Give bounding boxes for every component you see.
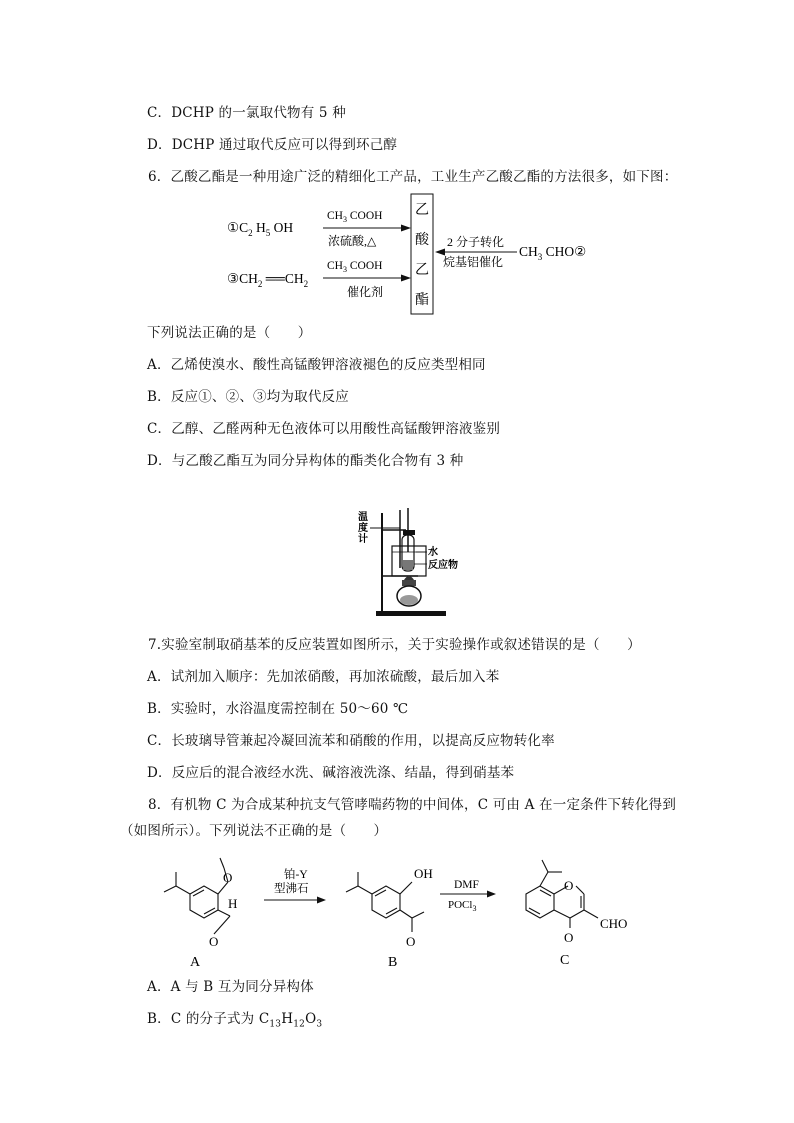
q5-option-d: D．DCHP 通过取代反应可以得到环己醇 — [147, 137, 398, 153]
thermometer-label-1: 温 — [358, 512, 368, 523]
q8-option-b — [147, 1010, 322, 1034]
thermometer-label-2: 度 — [358, 523, 368, 534]
arrow3-head — [401, 275, 411, 282]
q7-option-c: C．长玻璃导管兼起冷凝回流苯和硝酸的作用，以提高反应物转化率 — [147, 733, 555, 749]
reactant-label: 反应物 — [428, 560, 458, 571]
product-char-3: 乙 — [415, 263, 429, 278]
q6-stem: 6．乙酸乙酯是一种用途广泛的精细化工产品，工业生产乙酸乙酯的方法很多，如下图： — [148, 169, 678, 185]
stand-base — [376, 611, 446, 616]
q8-option-b-h: H — [281, 1011, 294, 1027]
q5-option-c: C．DCHP 的一氯取代物有 5 种 — [147, 105, 346, 121]
arrow3-reagent-top: $CH_3$ COOH — [327, 260, 383, 274]
molecule-a — [164, 858, 233, 934]
q6-option-d: D．与乙酸乙酯互为同分异构体的酯类化合物有 3 种 — [147, 453, 464, 469]
reactant-ethanol: $①C_2$ $H_5$ OH — [227, 220, 294, 238]
q8-stem-line1: 8．有机物 C 为合成某种抗支气管哮喘药物的中间体，C 可由 A 在一定条件下转化得到 — [148, 797, 677, 813]
q6-option-c: C．乙醇、乙醛两种无色液体可以用酸性高锰酸钾溶液鉴别 — [147, 421, 501, 437]
stopper — [403, 530, 415, 535]
arrow-2-head — [487, 891, 496, 898]
burner-wick — [402, 580, 416, 586]
product-char-4: 酯 — [415, 293, 429, 308]
q7-stem: 7.实验室制取硝基苯的反应装置如图所示，关于实验操作或叙述错误的是（ ） — [148, 637, 641, 653]
q8-option-b-sub1: 13 — [269, 1019, 282, 1030]
label-b: B — [388, 955, 398, 970]
arrow2-condition-bottom: 烷基铝催化 — [443, 255, 504, 269]
q8-option-b-sub2: 12 — [293, 1019, 306, 1030]
molecule-a-carbonyl-o: O — [209, 934, 219, 949]
reactant-ethylene: $③CH_2$ $══CH_2$ — [227, 271, 309, 289]
arrow-1-condition-bottom: 型沸石 — [274, 883, 309, 895]
arrow2-condition-top: 2 分子转化 — [447, 235, 505, 249]
nitrobenzene-apparatus — [356, 508, 476, 620]
molecule-a-h: H — [228, 896, 238, 911]
molecule-b-oh: OH — [414, 866, 433, 881]
molecule-c — [526, 860, 598, 928]
molecule-b-carbonyl-o: O — [406, 934, 416, 949]
thermometer-label-3: 计 — [358, 534, 368, 545]
label-c: C — [560, 953, 570, 968]
q8-reaction-scheme — [140, 852, 660, 970]
q6-prompt: 下列说法正确的是（ ） — [147, 325, 312, 341]
q7-option-d: D．反应后的混合液经水洗、碱溶液洗涤、结晶，得到硝基苯 — [147, 765, 515, 781]
product-char-1: 乙 — [415, 203, 429, 218]
q6-reaction-scheme — [215, 190, 605, 320]
q6-option-a: A．乙烯使溴水、酸性高锰酸钾溶液褪色的反应类型相同 — [147, 357, 486, 373]
q8-option-a: A．A 与 B 互为同分异构体 — [147, 979, 314, 995]
q8-option-b-text: B．C 的分子式为 C — [147, 1011, 270, 1027]
arrow-2-condition-top: DMF — [454, 879, 479, 891]
arrow-1-head — [317, 897, 326, 904]
q8-stem-line2: （如图所示）。下列说法不正确的是（ ） — [120, 823, 388, 839]
arrow1-condition: 浓硫酸,△ — [328, 234, 377, 248]
reactant-acetaldehyde: $CH_3$ CHO② — [519, 244, 587, 262]
q7-option-b: B．实验时，水浴温度需控制在 50～60 ℃ — [147, 701, 409, 717]
arrow-1-condition-top: 铂-Y — [284, 869, 308, 881]
molecule-b — [346, 872, 424, 932]
q8-option-b-o: O — [305, 1011, 317, 1027]
arrow-2-condition-bottom: POCl$_3$ — [448, 899, 477, 913]
molecule-a-o: O — [223, 870, 233, 885]
arrow3-condition: 催化剂 — [347, 285, 384, 299]
molecule-c-carbonyl-o: O — [564, 930, 574, 945]
q8-option-b-sub3: 3 — [316, 1019, 323, 1030]
q6-option-b: B．反应①、②、③均为取代反应 — [147, 389, 349, 405]
lamp-fuel — [400, 595, 418, 605]
reactant-mixture — [403, 560, 413, 570]
label-a: A — [190, 955, 201, 970]
molecule-c-cho: CHO — [600, 916, 628, 931]
product-char-2: 酸 — [415, 233, 429, 248]
molecule-c-ring-o: O — [564, 878, 574, 893]
arrow1-head — [401, 225, 411, 232]
arrow1-reagent-top: $CH_3$ COOH — [327, 210, 383, 224]
water-label: 水 — [428, 547, 438, 558]
q7-option-a: A．试剂加入顺序：先加浓硝酸，再加浓硫酸，最后加入苯 — [147, 669, 500, 685]
